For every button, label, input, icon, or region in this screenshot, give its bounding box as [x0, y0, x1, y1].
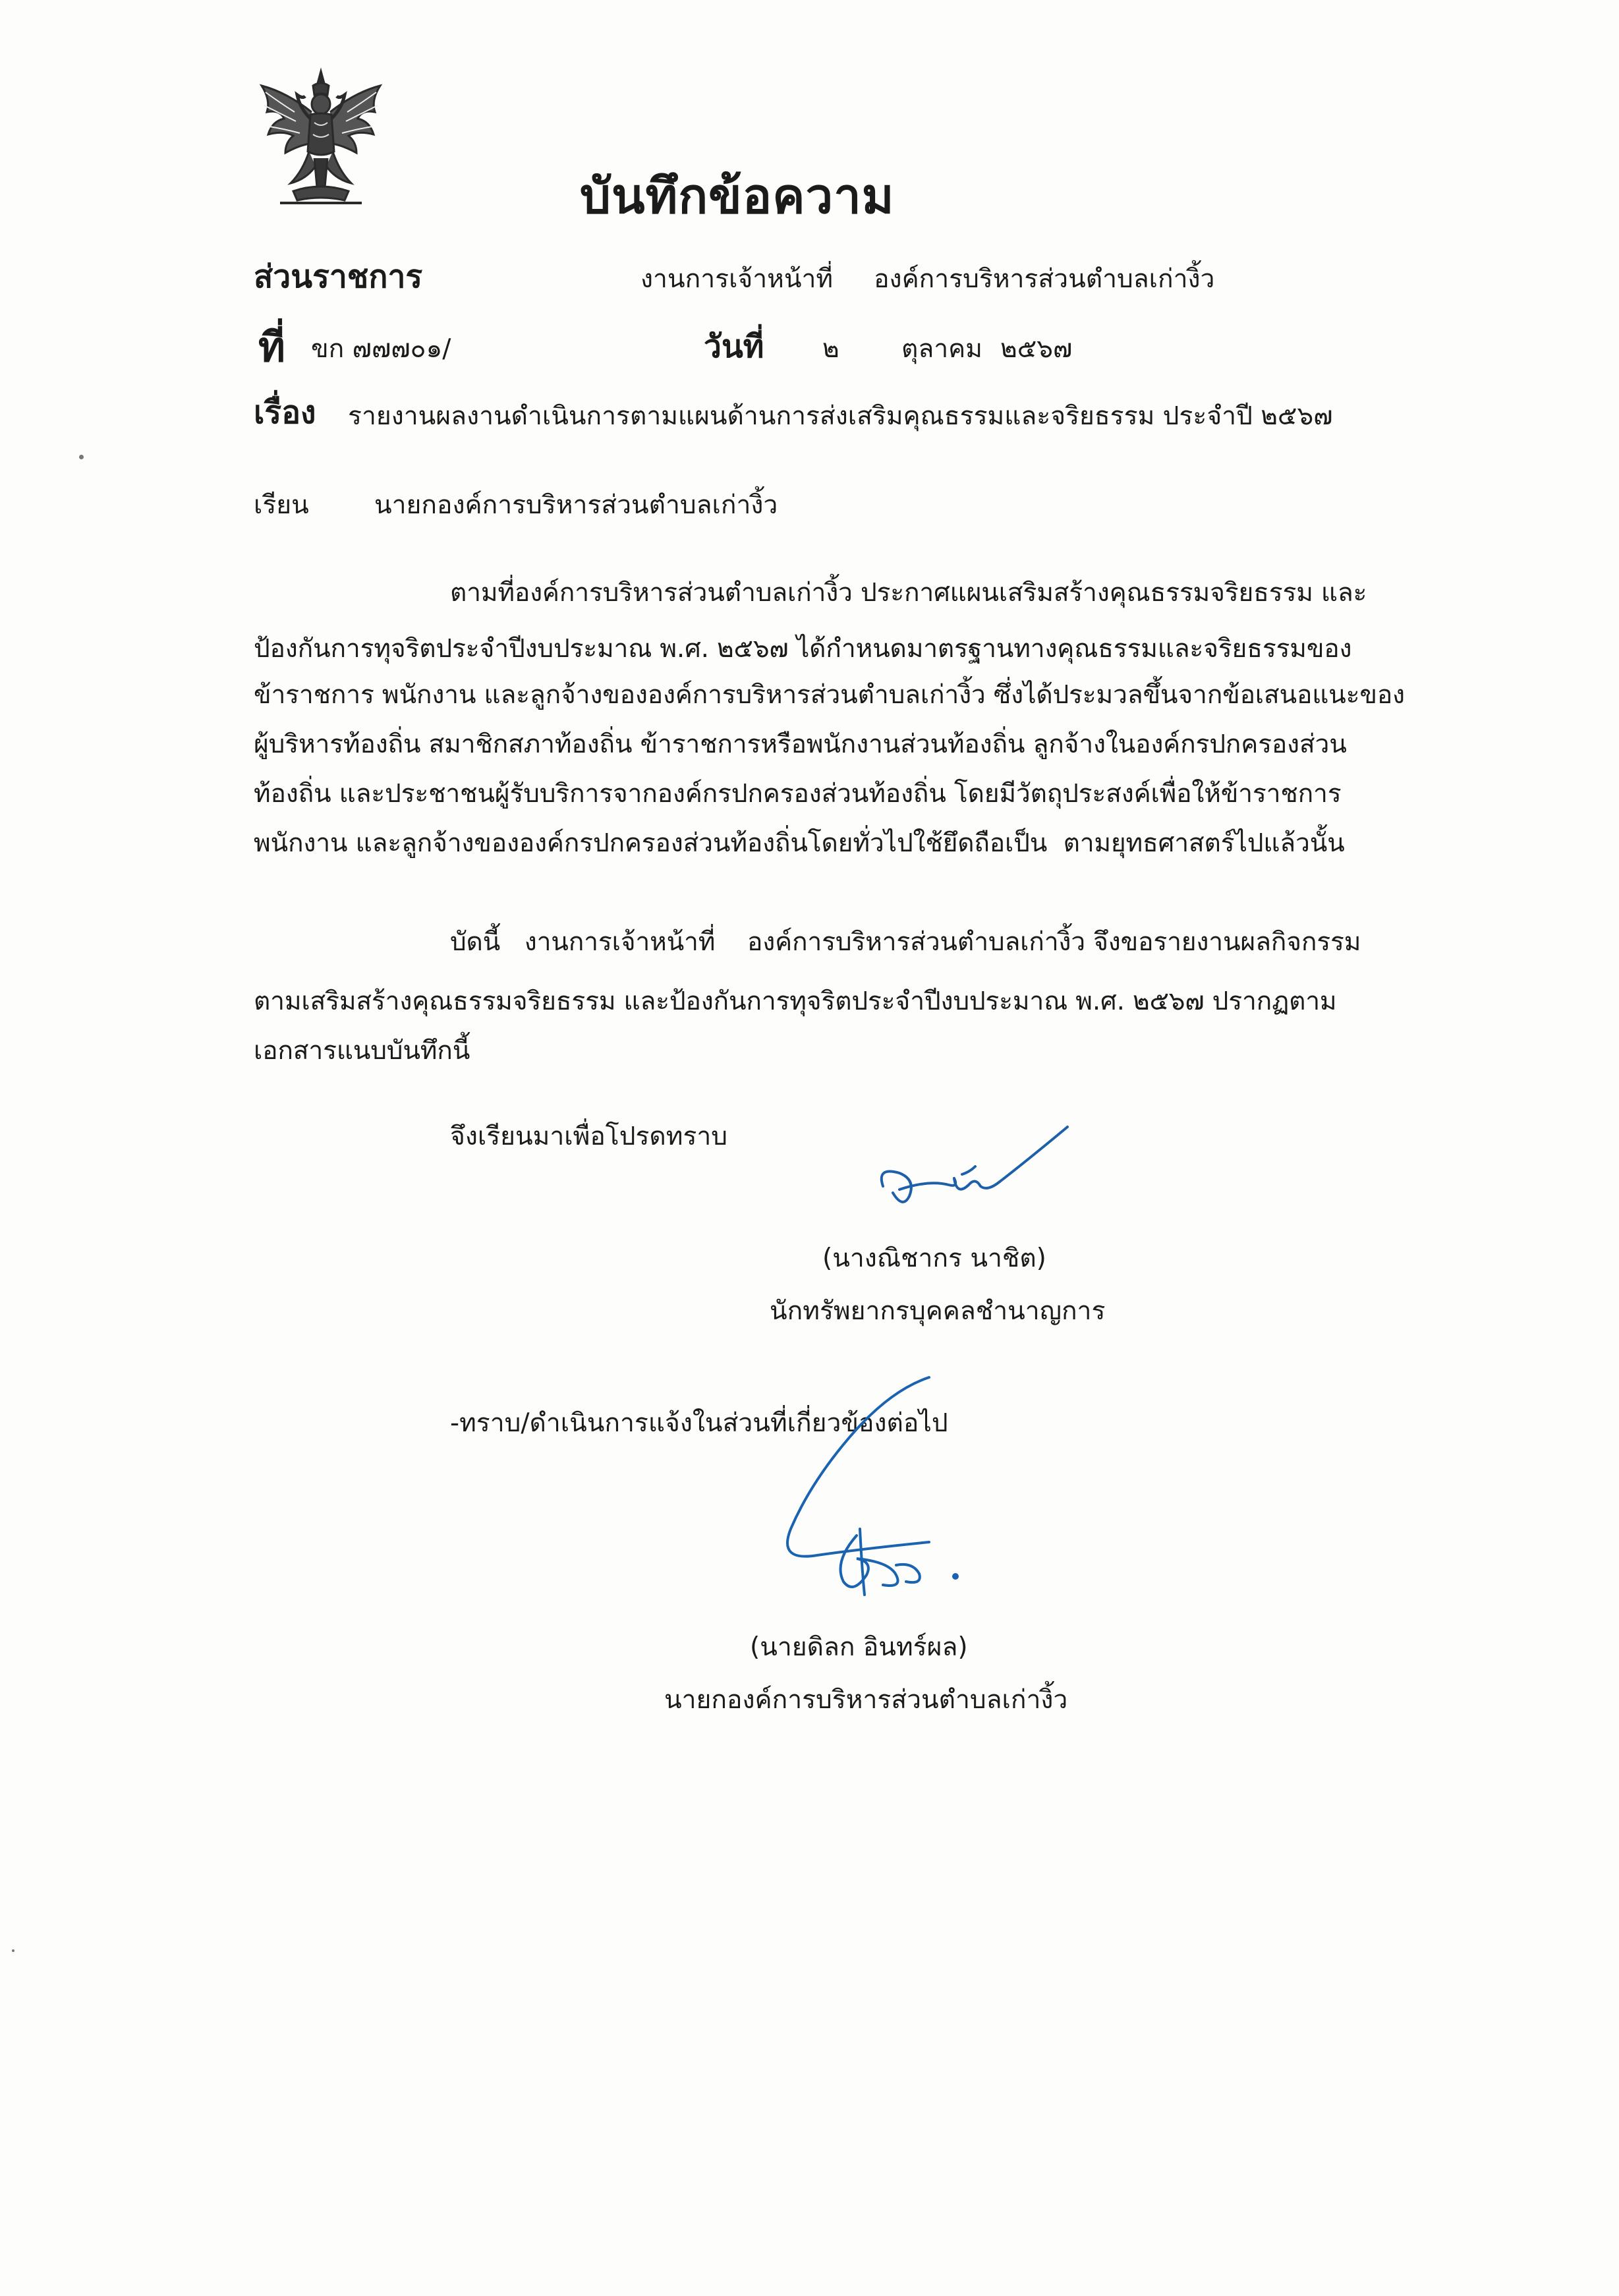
signer-1-name: (นางณิชากร นาชิต): [822, 1244, 1046, 1273]
para1-line-3: ข้าราชการ พนักงาน และลูกจ้างขององค์การบริหารส่วนตำบลเก่างิ้ว ซึ่งได้ประมวลขึ้นจากข้อเสนอแนะของ: [254, 680, 1405, 710]
signature-2-handwriting: [692, 1364, 995, 1621]
closing-text: จึงเรียนมาเพื่อโปรดทราบ: [450, 1122, 728, 1151]
garuda-emblem: [254, 66, 389, 208]
para2-line-1: บัดนี้ งานการเจ้าหน้าที่ องค์การบริหารส่วนตำบลเก่างิ้ว จึงขอรายงานผลกิจกรรม: [450, 927, 1361, 957]
signer-2-position: นายกองค์การบริหารส่วนตำบลเก่างิ้ว: [664, 1685, 1068, 1715]
scan-speck: [79, 455, 84, 459]
endorsement-note: -ทราบ/ดำเนินการแจ้งในส่วนที่เกี่ยวข้องต่อไป: [450, 1408, 948, 1438]
department-label: ส่วนราชการ: [254, 258, 423, 295]
para1-line-5: ท้องถิ่น และประชาชนผู้รับบริการจากองค์กรปกครองส่วนท้องถิ่น โดยมีวัตถุประสงค์เพื่อให้ข้าราชการ: [254, 779, 1342, 809]
department-value: งานการเจ้าหน้าที่ องค์การบริหารส่วนตำบลเก่างิ้ว: [640, 264, 1215, 294]
to-label: เรียน: [254, 490, 309, 520]
para1-line-4: ผู้บริหารท้องถิ่น สมาชิกสภาท้องถิ่น ข้าราชการหรือพนักงานส่วนท้องถิ่น ลูกจ้างในองค์กรปกครองส่วน: [254, 730, 1347, 759]
signer-2-name: (นายดิลก อินทร์ผล): [750, 1632, 968, 1662]
para2-line-2: ตามเสริมสร้างคุณธรรมจริยธรรม และป้องกันการทุจริตประจำปีงบประมาณ พ.ศ. ๒๕๖๗ ปรากฏตาม: [254, 987, 1337, 1016]
date-year: ๒๕๖๗: [1000, 334, 1073, 364]
para1-line-2: ป้องกันการทุจริตประจำปีงบประมาณ พ.ศ. ๒๕๖๗ ได้กำหนดมาตรฐานทางคุณธรรมและจริยธรรมของ: [254, 634, 1352, 664]
scan-speck: [12, 1949, 14, 1952]
para1-line-6: พนักงาน และลูกจ้างขององค์กรปกครองส่วนท้องถิ่นโดยทั่วไปใช้ยึดถือเป็น ตามยุทธศาสตร์ไปแล้วนั้น: [254, 828, 1345, 858]
date-label: วันที่: [704, 328, 764, 365]
subject-value: รายงานผลงานดำเนินการตามแผนด้านการส่งเสริมคุณธรรมและจริยธรรม ประจำปี ๒๕๖๗: [348, 401, 1333, 431]
date-month: ตุลาคม: [901, 334, 982, 364]
para2-line-3: เอกสารแนบบันทึกนี้: [254, 1036, 470, 1066]
document-title: บันทึกข้อความ: [580, 168, 895, 225]
subject-label: เรื่อง: [254, 394, 316, 431]
to-value: นายกองค์การบริหารส่วนตำบลเก่างิ้ว: [374, 490, 778, 520]
date-day: ๒: [822, 334, 839, 364]
signature-1-handwriting: [870, 1114, 1081, 1232]
signer-1-position: นักทรัพยากรบุคคลชำนาญการ: [770, 1296, 1106, 1326]
ref-label: ที่: [258, 323, 285, 371]
ref-value: ขก ๗๗๗๐๑/: [311, 334, 451, 364]
para1-line-1: ตามที่องค์การบริหารส่วนตำบลเก่างิ้ว ประกาศแผนเสริมสร้างคุณธรรมจริยธรรม และ: [450, 578, 1367, 608]
